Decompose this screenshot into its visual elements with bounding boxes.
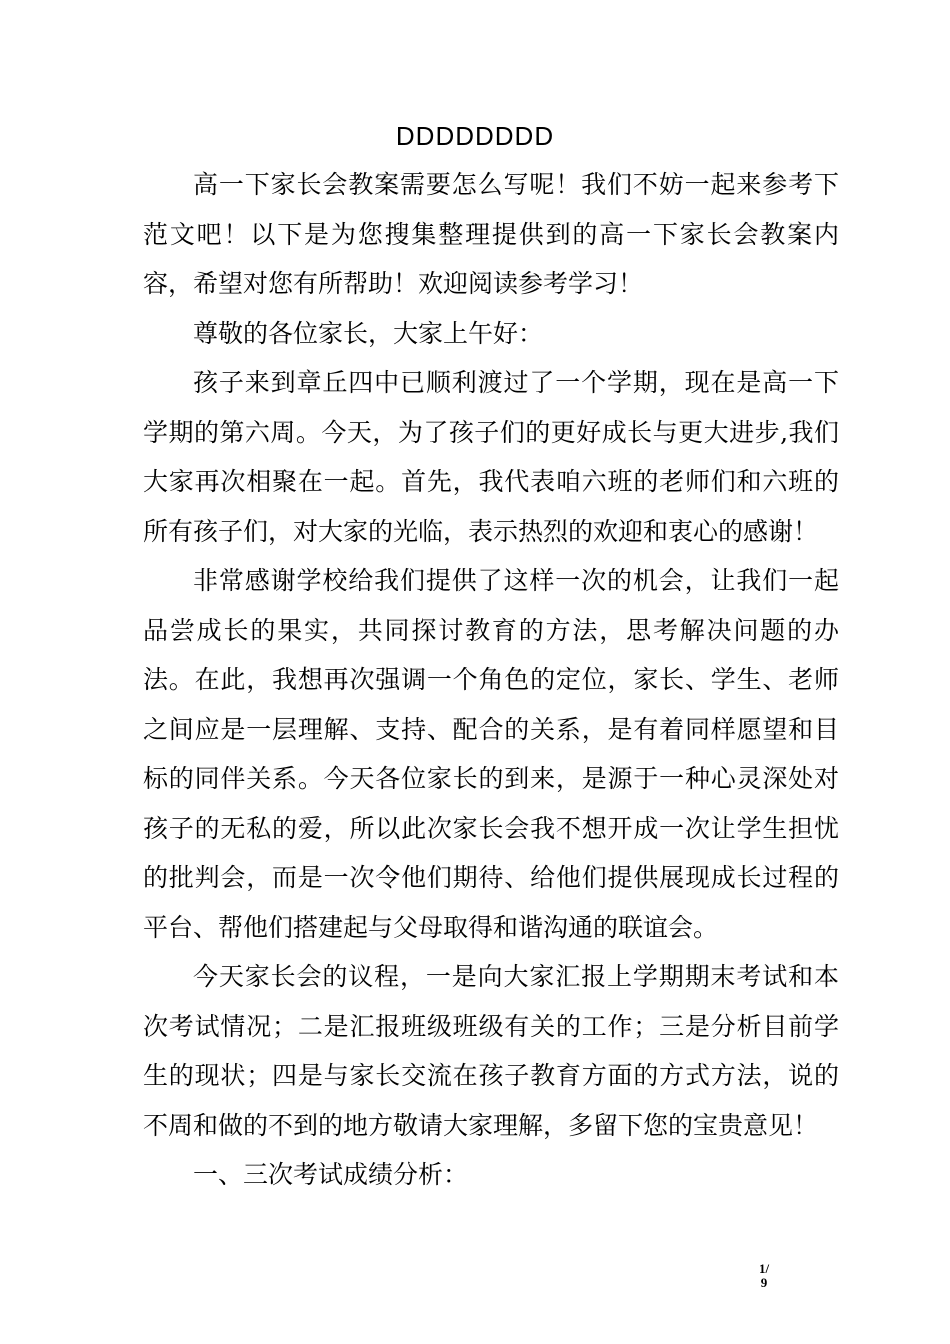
paragraph-agenda: 今天家长会的议程，一是向大家汇报上学期期末考试和本次考试情况；二是汇报班级班级有关的工作；三是分析目前学生的现状；四是与家长交流在孩子教育方面的方式方法，说的不周和做的不到的地方敬请大家理解，多留下您的宝贵意见！: [143, 962, 839, 1140]
paragraph-welcome: 孩子来到章丘四中已顺利渡过了一个学期，现在是高一下学期的第六周。今天，为了孩子们的更好成长与更大进步,我们大家再次相聚在一起。首先，我代表咱六班的老师们和六班的所有孩子们，对大家的光临，表示热烈的欢迎和衷心的感谢！: [143, 368, 839, 546]
document-title: DDDDDDDD: [395, 121, 555, 151]
page-number-total: 9: [760, 1275, 768, 1290]
section-heading-exam-analysis: 一、三次考试成绩分析：: [193, 1160, 469, 1189]
paragraph-intro: 高一下家长会教案需要怎么写呢！我们不妨一起来参考下范文吧！以下是为您搜集整理提供到的高一下家长会教案内容，希望对您有所帮助！欢迎阅读参考学习！: [143, 170, 839, 298]
paragraph-thanks: 非常感谢学校给我们提供了这样一次的机会，让我们一起品尝成长的果实，共同探讨教育的方法，思考解决问题的办法。在此，我想再次强调一个角色的定位，家长、学生、老师之间应是一层理解、支持、配合的关系，是有着同样愿望和目标的同伴关系。今天各位家长的到来，是源于一种心灵深处对孩子的无私的爱，所以此次家长会我不想开成一次让学生担忧的批判会，而是一次令他们期待、给他们提供展现成长过程的平台、帮他们搭建起与父母取得和谐沟通的联谊会。: [143, 566, 839, 942]
page-number-current: 1/: [758, 1261, 770, 1276]
document-body: [143, 160, 839, 1200]
page-number: [752, 1262, 776, 1290]
paragraph-greeting: 尊敬的各位家长，大家上午好：: [193, 318, 544, 348]
